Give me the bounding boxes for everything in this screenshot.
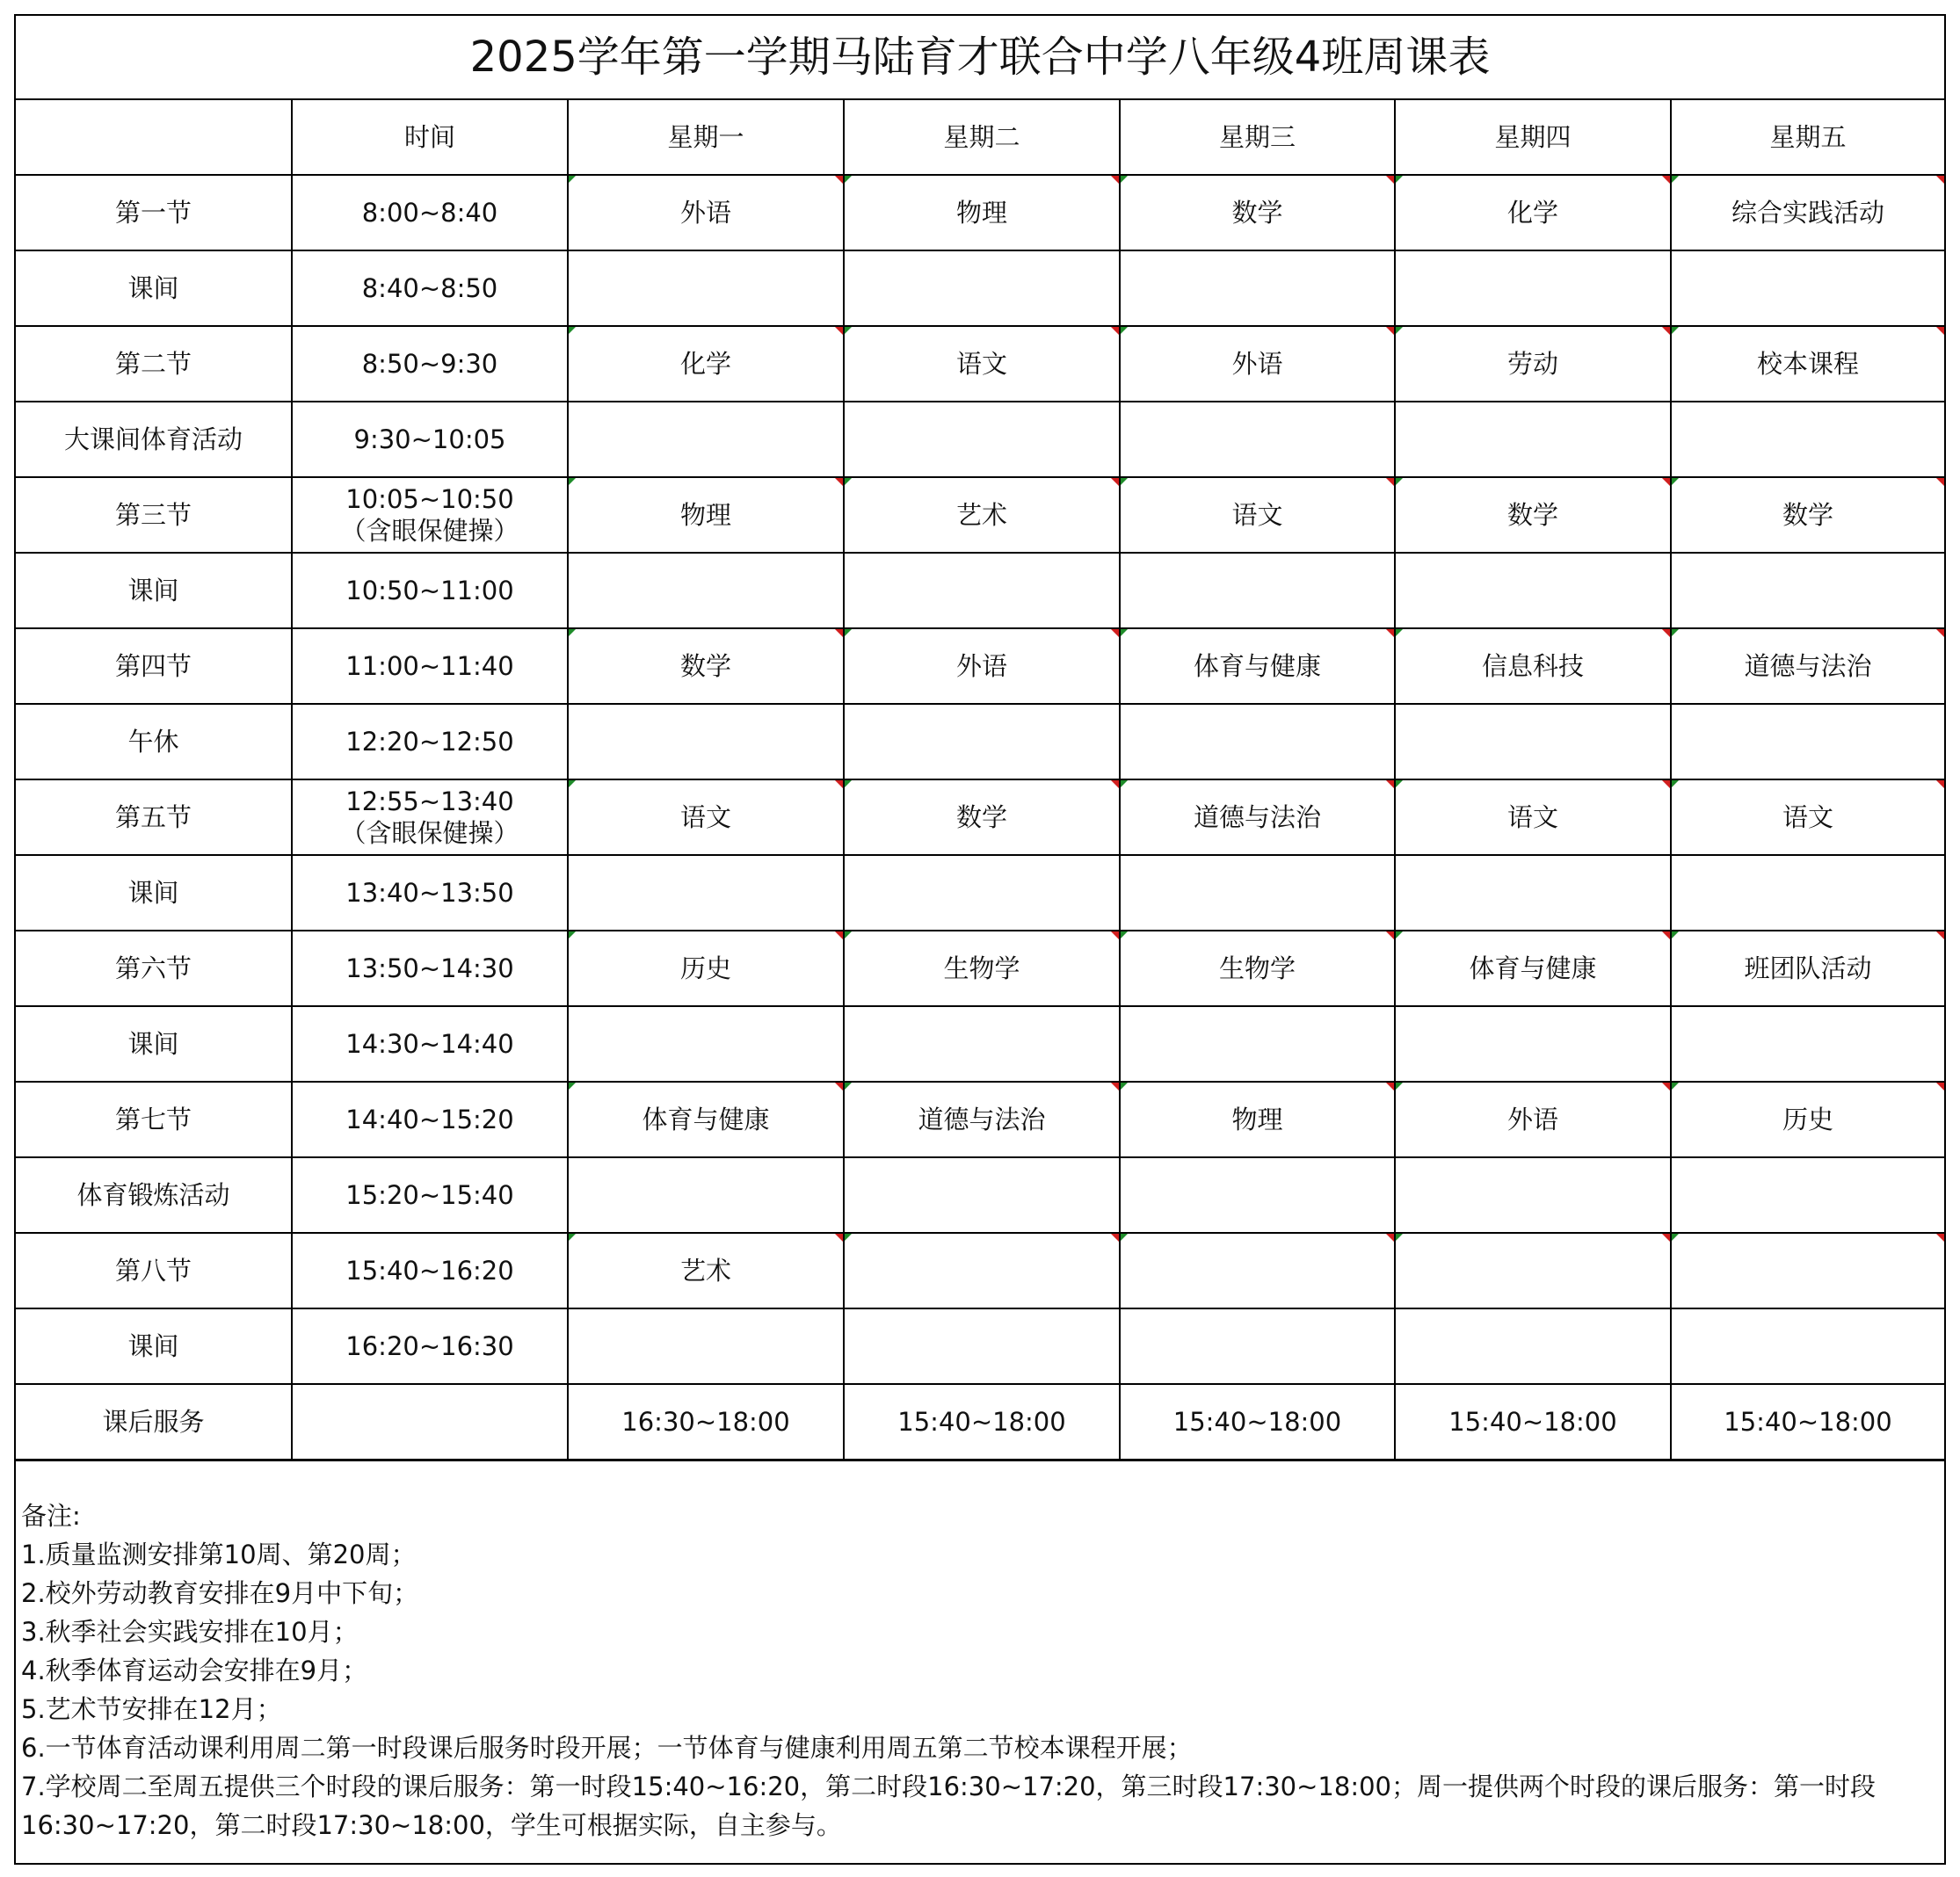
subject-cell: 数学 (844, 779, 1120, 855)
comment-marker-red (1936, 629, 1944, 637)
subject-cell (1671, 1006, 1944, 1082)
subject-cell: 15:40~18:00 (1120, 1384, 1395, 1460)
period-time-cell (292, 326, 568, 402)
comment-marker-red (1936, 1083, 1944, 1091)
comment-marker-red (1386, 478, 1394, 486)
period-time: 8:00~8:40 (361, 197, 498, 228)
comment-marker-red (1936, 478, 1944, 486)
timetable-row (16, 855, 1944, 931)
comment-marker-green (845, 478, 852, 485)
timetable-row (16, 250, 1944, 326)
comment-marker-red (1662, 780, 1670, 788)
subject-cell: 生物学 (844, 931, 1120, 1006)
header-day-cell: 星期一 (568, 100, 844, 175)
subject-cell (1120, 402, 1395, 477)
subject-cell (1671, 704, 1944, 779)
comment-marker-red (1662, 478, 1670, 486)
timetable-row (16, 1384, 1944, 1460)
timetable-row (16, 1006, 1944, 1082)
subject-cell: 道德与法治 (844, 1082, 1120, 1157)
period-time-cell (292, 250, 568, 326)
subject-cell: 15:40~18:00 (1395, 1384, 1671, 1460)
subject-cell: 化学 (1395, 175, 1671, 250)
header-time-cell: 时间 (292, 100, 568, 175)
subject-cell (1120, 704, 1395, 779)
subject-cell (844, 1157, 1120, 1233)
timetable-row (16, 1157, 1944, 1233)
subject-cell: 劳动 (1395, 326, 1671, 402)
comment-marker-green (1396, 478, 1403, 485)
comment-marker-green (1121, 1234, 1128, 1241)
period-label-cell: 课间 (16, 1006, 292, 1082)
timetable-row (16, 1308, 1944, 1384)
subject-cell: 数学 (1671, 477, 1944, 553)
comment-marker-green (1672, 327, 1679, 334)
comment-marker-green (569, 629, 576, 636)
period-time-cell (292, 1157, 568, 1233)
subject-cell (1120, 1308, 1395, 1384)
comment-marker-green (845, 176, 852, 183)
comment-marker-red (1936, 327, 1944, 335)
period-time-cell (292, 1006, 568, 1082)
period-label-cell: 体育锻炼活动 (16, 1157, 292, 1233)
comment-marker-red (1662, 629, 1670, 637)
comment-marker-red (1936, 780, 1944, 788)
subject-cell: 外语 (1395, 1082, 1671, 1157)
comment-marker-green (845, 1234, 852, 1241)
note-item: 4.秋季体育运动会安排在9月； (21, 1656, 368, 1685)
period-label-cell: 课间 (16, 250, 292, 326)
comment-marker-red (1936, 931, 1944, 939)
period-time: 12:20~12:50 (345, 726, 514, 757)
period-time: 16:20~16:30 (345, 1330, 514, 1361)
comment-marker-green (1672, 931, 1679, 938)
comment-marker-green (845, 1083, 852, 1090)
timetable-row (16, 704, 1944, 779)
comment-marker-green (1396, 780, 1403, 787)
timetable-row (16, 402, 1944, 477)
timetable-row (16, 477, 1944, 553)
comment-marker-red (1111, 629, 1119, 637)
subject-cell (568, 553, 844, 628)
timetable-row (16, 1233, 1944, 1308)
comment-marker-green (1672, 176, 1679, 183)
comment-marker-red (1111, 478, 1119, 486)
note-item: 6.一节体育活动课利用周二第一时段课后服务时段开展；一节体育与健康利用周五第二节校本课程开展； (21, 1733, 1193, 1763)
subject-cell: 语文 (1671, 779, 1944, 855)
comment-marker-red (1386, 1234, 1394, 1242)
subject-cell (568, 855, 844, 931)
comment-marker-red (1386, 780, 1394, 788)
page-title: 2025学年第一学期马陆育才联合中学八年级4班周课表 (16, 16, 1944, 100)
subject-cell: 外语 (1120, 326, 1395, 402)
period-time-cell (292, 1082, 568, 1157)
period-time-cell (292, 402, 568, 477)
subject-cell: 体育与健康 (568, 1082, 844, 1157)
subject-cell: 15:40~18:00 (1671, 1384, 1944, 1460)
comment-marker-red (835, 176, 843, 184)
subject-cell (1671, 1233, 1944, 1308)
comment-marker-red (1386, 327, 1394, 335)
subject-cell (1671, 1157, 1944, 1233)
comment-marker-red (835, 931, 843, 939)
period-time: 12:55~13:40 (345, 786, 514, 816)
subject-cell: 语文 (568, 779, 844, 855)
header-row (16, 100, 1944, 175)
subject-cell: 体育与健康 (1120, 628, 1395, 704)
period-time-cell (292, 855, 568, 931)
subject-cell (844, 855, 1120, 931)
period-time: 9:30~10:05 (353, 424, 506, 454)
comment-marker-red (1386, 629, 1394, 637)
comment-marker-green (1396, 1234, 1403, 1241)
period-label-cell: 第七节 (16, 1082, 292, 1157)
subject-cell (1671, 553, 1944, 628)
period-time: 14:30~14:40 (345, 1028, 514, 1059)
comment-marker-green (1672, 629, 1679, 636)
subject-cell: 历史 (1671, 1082, 1944, 1157)
note-item: 2.校外劳动教育安排在9月中下旬； (21, 1578, 419, 1608)
note-item: 3.秋季社会实践安排在10月； (21, 1617, 359, 1647)
subject-cell: 综合实践活动 (1671, 175, 1944, 250)
timetable-row (16, 326, 1944, 402)
subject-cell (1395, 704, 1671, 779)
comment-marker-red (1662, 1083, 1670, 1091)
subject-cell: 数学 (1395, 477, 1671, 553)
comment-marker-green (1396, 1083, 1403, 1090)
comment-marker-red (835, 327, 843, 335)
subject-cell (1395, 1157, 1671, 1233)
comment-marker-green (569, 176, 576, 183)
header-corner-cell (16, 100, 292, 175)
comment-marker-red (1662, 931, 1670, 939)
subject-cell (844, 1233, 1120, 1308)
period-label-cell: 第六节 (16, 931, 292, 1006)
period-label-cell: 课间 (16, 1308, 292, 1384)
comment-marker-red (1111, 1234, 1119, 1242)
subject-cell: 历史 (568, 931, 844, 1006)
comment-marker-green (569, 1234, 576, 1241)
period-label-cell: 第一节 (16, 175, 292, 250)
period-time-note: （含眼保健操） (340, 818, 519, 848)
period-time: 8:40~8:50 (361, 272, 498, 303)
comment-marker-green (569, 1083, 576, 1090)
subject-cell: 体育与健康 (1395, 931, 1671, 1006)
comment-marker-red (1111, 931, 1119, 939)
period-time-cell (292, 553, 568, 628)
period-time-cell (292, 931, 568, 1006)
subject-cell: 外语 (568, 175, 844, 250)
comment-marker-green (1672, 478, 1679, 485)
period-time: 15:20~15:40 (345, 1179, 514, 1210)
period-label-cell: 第八节 (16, 1233, 292, 1308)
period-time: 11:00~11:40 (345, 650, 514, 681)
subject-cell: 外语 (844, 628, 1120, 704)
subject-cell: 物理 (1120, 1082, 1395, 1157)
comment-marker-red (835, 478, 843, 486)
header-day-cell: 星期二 (844, 100, 1120, 175)
period-time: 8:50~9:30 (361, 348, 498, 379)
subject-cell (1395, 553, 1671, 628)
subject-cell (1395, 1308, 1671, 1384)
subject-cell (568, 250, 844, 326)
subject-cell (1671, 250, 1944, 326)
comment-marker-green (845, 931, 852, 938)
comment-marker-green (1672, 1083, 1679, 1090)
subject-cell (1671, 855, 1944, 931)
subject-cell: 化学 (568, 326, 844, 402)
comment-marker-green (1396, 931, 1403, 938)
period-time: 13:40~13:50 (345, 877, 514, 908)
note-item: 7.学校周二至周五提供三个时段的课后服务：第一时段15:40~16:20，第二时段16:30~17:20，第三时段17:30~18:00；周一提供两个时段的课后服务：第一时段16:30~17:20，第二时段17:30~18:00，学生可根据实际，自主参与。 (21, 1772, 1877, 1840)
comment-marker-red (1386, 931, 1394, 939)
period-label-cell: 课间 (16, 553, 292, 628)
timetable-sheet (14, 14, 1946, 1865)
subject-cell: 物理 (568, 477, 844, 553)
timetable-row (16, 931, 1944, 1006)
subject-cell (1120, 1006, 1395, 1082)
comment-marker-red (1111, 1083, 1119, 1091)
subject-cell (1120, 855, 1395, 931)
notes-heading: 备注: (21, 1501, 81, 1531)
subject-cell: 道德与法治 (1120, 779, 1395, 855)
subject-cell: 道德与法治 (1671, 628, 1944, 704)
comment-marker-green (1121, 176, 1128, 183)
comment-marker-green (1396, 629, 1403, 636)
comment-marker-red (835, 1234, 843, 1242)
subject-cell (1120, 1233, 1395, 1308)
subject-cell: 16:30~18:00 (568, 1384, 844, 1460)
comment-marker-green (1396, 176, 1403, 183)
subject-cell: 班团队活动 (1671, 931, 1944, 1006)
note-item: 1.质量监测安排第10周、第20周； (21, 1540, 417, 1569)
comment-marker-red (835, 629, 843, 637)
comment-marker-red (835, 780, 843, 788)
period-time-cell (292, 175, 568, 250)
subject-cell (1671, 402, 1944, 477)
subject-cell (568, 1308, 844, 1384)
comment-marker-red (1936, 176, 1944, 184)
comment-marker-green (1396, 327, 1403, 334)
subject-cell: 生物学 (1120, 931, 1395, 1006)
period-label-cell: 第三节 (16, 477, 292, 553)
subject-cell: 数学 (1120, 175, 1395, 250)
comment-marker-green (1121, 1083, 1128, 1090)
comment-marker-green (1121, 629, 1128, 636)
comment-marker-red (1662, 176, 1670, 184)
subject-cell (844, 250, 1120, 326)
period-time: 15:40~16:20 (345, 1255, 514, 1286)
subject-cell (568, 402, 844, 477)
comment-marker-green (845, 629, 852, 636)
comment-marker-red (1662, 327, 1670, 335)
period-label-cell: 第四节 (16, 628, 292, 704)
subject-cell (568, 704, 844, 779)
comment-marker-red (1662, 1234, 1670, 1242)
subject-cell (1395, 1233, 1671, 1308)
timetable-row (16, 1082, 1944, 1157)
comment-marker-red (1386, 1083, 1394, 1091)
timetable-row (16, 628, 1944, 704)
subject-cell (844, 1308, 1120, 1384)
timetable-row (16, 553, 1944, 628)
period-time: 13:50~14:30 (345, 953, 514, 983)
header-day-cell: 星期五 (1671, 100, 1944, 175)
comment-marker-green (845, 327, 852, 334)
period-time: 14:40~15:20 (345, 1104, 514, 1134)
timetable-row (16, 175, 1944, 250)
comment-marker-red (1111, 780, 1119, 788)
comment-marker-green (569, 931, 576, 938)
subject-cell: 15:40~18:00 (844, 1384, 1120, 1460)
subject-cell (1120, 1157, 1395, 1233)
subject-cell (844, 704, 1120, 779)
comment-marker-green (569, 478, 576, 485)
subject-cell: 物理 (844, 175, 1120, 250)
period-time-cell (292, 477, 568, 553)
subject-cell (1395, 855, 1671, 931)
comment-marker-red (835, 1083, 843, 1091)
comment-marker-green (1672, 1234, 1679, 1241)
comment-marker-green (1121, 478, 1128, 485)
period-time-cell (292, 779, 568, 855)
period-time-cell (292, 704, 568, 779)
note-item: 5.艺术节安排在12月； (21, 1694, 282, 1724)
period-label-cell: 第二节 (16, 326, 292, 402)
subject-cell: 数学 (568, 628, 844, 704)
period-label-cell: 课后服务 (16, 1384, 292, 1460)
subject-cell (568, 1157, 844, 1233)
notes-section (21, 1497, 1937, 1844)
period-time-cell (292, 1384, 568, 1460)
subject-cell (844, 1006, 1120, 1082)
comment-marker-red (1936, 1234, 1944, 1242)
subject-cell: 语文 (844, 326, 1120, 402)
subject-cell (1395, 250, 1671, 326)
comment-marker-green (1121, 931, 1128, 938)
subject-cell (1120, 553, 1395, 628)
period-label-cell: 第五节 (16, 779, 292, 855)
subject-cell (1395, 402, 1671, 477)
subject-cell: 艺术 (568, 1233, 844, 1308)
comment-marker-green (1121, 780, 1128, 787)
header-day-cell: 星期四 (1395, 100, 1671, 175)
comment-marker-green (1121, 327, 1128, 334)
comment-marker-green (569, 327, 576, 334)
subject-cell: 语文 (1120, 477, 1395, 553)
period-time-note: （含眼保健操） (340, 516, 519, 546)
subject-cell (1120, 250, 1395, 326)
period-label-cell: 午休 (16, 704, 292, 779)
period-time-cell (292, 1308, 568, 1384)
comment-marker-green (845, 780, 852, 787)
header-day-cell: 星期三 (1120, 100, 1395, 175)
comment-marker-green (1672, 780, 1679, 787)
subject-cell: 校本课程 (1671, 326, 1944, 402)
subject-cell: 信息科技 (1395, 628, 1671, 704)
period-time: 10:50~11:00 (345, 575, 514, 605)
period-label-cell: 课间 (16, 855, 292, 931)
period-time-cell (292, 628, 568, 704)
subject-cell (1671, 1308, 1944, 1384)
subject-cell (568, 1006, 844, 1082)
subject-cell (844, 553, 1120, 628)
subject-cell: 语文 (1395, 779, 1671, 855)
subject-cell (1395, 1006, 1671, 1082)
period-time-cell (292, 1233, 568, 1308)
comment-marker-red (1111, 176, 1119, 184)
subject-cell (844, 402, 1120, 477)
subject-cell: 艺术 (844, 477, 1120, 553)
timetable (16, 100, 1944, 1461)
period-time: 10:05~10:50 (345, 483, 514, 514)
comment-marker-red (1386, 176, 1394, 184)
timetable-row (16, 779, 1944, 855)
comment-marker-red (1111, 327, 1119, 335)
period-label-cell: 大课间体育活动 (16, 402, 292, 477)
comment-marker-green (569, 780, 576, 787)
